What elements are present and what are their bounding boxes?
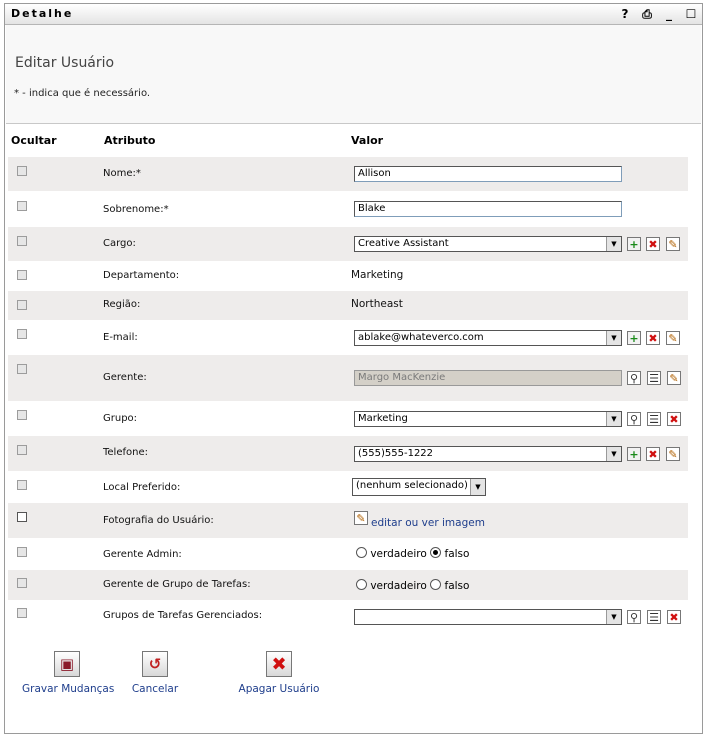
cancel-label[interactable]: Cancelar (131, 683, 179, 695)
cargo-select[interactable] (354, 236, 622, 252)
attr-label: Departamento: (103, 270, 180, 281)
radio-false[interactable] (430, 547, 441, 558)
gerente-field: Margo MacKenzie (354, 370, 622, 386)
attr-label: Sobrenome:* (103, 204, 169, 215)
chevron-down-icon[interactable]: ▼ (606, 331, 621, 345)
attr-label: Cargo: (103, 238, 136, 249)
delete-icon[interactable]: ✖ (646, 331, 660, 345)
maximize-icon[interactable]: ☐ (685, 7, 697, 21)
history-icon[interactable]: ☰ (647, 610, 661, 624)
add-icon[interactable]: + (627, 447, 641, 461)
sobrenome-field[interactable]: Blake (354, 201, 622, 217)
radio-true[interactable] (356, 547, 367, 558)
chevron-down-icon[interactable]: ▼ (606, 237, 621, 251)
attr-label: Fotografia do Usuário: (103, 515, 214, 526)
delete-user-button[interactable] (238, 651, 320, 695)
attr-label: Nome:* (103, 168, 141, 179)
hide-checkbox[interactable] (17, 201, 27, 211)
row-local-preferido (8, 471, 688, 503)
attr-label: Local Preferido: (103, 482, 181, 493)
search-icon[interactable]: ⚲ (627, 610, 641, 624)
row-regiao (8, 291, 688, 320)
chevron-down-icon[interactable]: ▼ (606, 610, 621, 624)
history-icon[interactable]: ☰ (647, 371, 661, 385)
required-note: * - indica que é necessário. (14, 88, 151, 99)
attr-label: Telefone: (103, 447, 148, 458)
row-nome (8, 157, 688, 191)
row-cargo (8, 227, 688, 261)
chevron-down-icon[interactable]: ▼ (470, 479, 485, 495)
hide-checkbox[interactable] (17, 329, 27, 339)
email-select-value: ablake@whateverco.com (358, 332, 484, 343)
page-title: Editar Usuário (15, 55, 115, 71)
edit-photo-link[interactable]: editar ou ver imagem (371, 517, 485, 529)
email-select[interactable] (354, 330, 622, 346)
chevron-down-icon[interactable]: ▼ (606, 447, 621, 461)
regiao-value: Northeast (351, 298, 403, 310)
radio-true-label: verdadeiro (370, 580, 427, 592)
delete-icon[interactable]: ✖ (667, 610, 681, 624)
radio-false[interactable] (430, 579, 441, 590)
nome-field[interactable]: Allison (354, 166, 622, 182)
attr-label: Gerente Admin: (103, 549, 182, 560)
delete-icon[interactable]: ✖ (646, 237, 660, 251)
hide-checkbox[interactable] (17, 166, 27, 176)
radio-true[interactable] (356, 579, 367, 590)
gerente-admin-radios (356, 547, 469, 560)
departamento-value: Marketing (351, 269, 404, 281)
row-grupo (8, 401, 688, 436)
telefone-select-value: (555)555-1222 (358, 448, 434, 459)
cancel-icon[interactable]: ↺ (142, 651, 168, 677)
edit-icon[interactable]: ✎ (667, 371, 681, 385)
radio-false-label: falso (444, 548, 470, 560)
edit-icon[interactable]: ✎ (666, 237, 680, 251)
row-fotografia (8, 503, 688, 538)
delete-icon[interactable]: ✖ (266, 651, 292, 677)
portlet-title: Detalhe (11, 7, 74, 20)
hide-checkbox[interactable] (17, 270, 27, 280)
gerente-grupo-radios (356, 579, 469, 592)
hide-checkbox[interactable] (17, 410, 27, 420)
attr-label: Gerente: (103, 372, 147, 383)
hide-checkbox[interactable] (17, 578, 27, 588)
attr-label: Região: (103, 299, 141, 310)
row-email (8, 320, 688, 355)
edit-icon[interactable]: ✎ (666, 447, 680, 461)
add-icon[interactable]: + (627, 237, 641, 251)
delete-icon[interactable]: ✖ (667, 412, 681, 426)
save-changes-button[interactable] (22, 651, 115, 695)
column-hide-header: Ocultar (11, 134, 57, 147)
hide-checkbox[interactable] (17, 480, 27, 490)
grupo-select[interactable] (354, 411, 622, 427)
radio-false-label: falso (444, 580, 470, 592)
hide-checkbox[interactable] (17, 547, 27, 557)
row-gerente-grupo-tarefas (8, 570, 688, 600)
hide-checkbox[interactable] (17, 300, 27, 310)
delete-user-label[interactable]: Apagar Usuário (238, 683, 320, 695)
telefone-select[interactable] (354, 446, 622, 462)
header-panel (6, 25, 701, 124)
row-telefone (8, 436, 688, 471)
row-grupos-gerenciados (8, 600, 688, 634)
attr-label: Gerente de Grupo de Tarefas: (103, 579, 251, 590)
delete-icon[interactable]: ✖ (646, 447, 660, 461)
column-value-header: Valor (351, 134, 384, 147)
row-departamento (8, 261, 688, 291)
edit-icon[interactable]: ✎ (354, 511, 368, 525)
column-attribute-header: Atributo (104, 134, 156, 147)
hide-checkbox[interactable] (17, 512, 27, 522)
local-select-value: (nenhum selecionado) (356, 480, 468, 491)
search-icon[interactable]: ⚲ (627, 371, 641, 385)
hide-checkbox[interactable] (17, 445, 27, 455)
help-icon[interactable]: ? (621, 7, 629, 21)
portlet-titlebar (5, 4, 702, 25)
radio-true-label: verdadeiro (370, 548, 427, 560)
cargo-select-value: Creative Assistant (358, 238, 449, 249)
row-sobrenome (8, 191, 688, 227)
search-icon[interactable]: ⚲ (627, 412, 641, 426)
row-gerente-admin (8, 538, 688, 570)
cancel-button[interactable] (125, 651, 185, 695)
grupo-select-value: Marketing (358, 413, 408, 424)
row-gerente (8, 355, 688, 401)
hide-checkbox[interactable] (17, 236, 27, 246)
save-icon[interactable]: ▣ (54, 651, 80, 677)
hide-checkbox[interactable] (17, 364, 27, 374)
local-select[interactable] (352, 478, 486, 496)
minimize-icon[interactable]: _ (666, 7, 672, 21)
history-icon[interactable]: ☰ (647, 412, 661, 426)
attr-label: Grupo: (103, 413, 138, 424)
save-changes-label[interactable]: Gravar Mudanças (22, 683, 115, 695)
add-icon[interactable]: + (627, 331, 641, 345)
attr-label: E-mail: (103, 332, 138, 343)
grupos-gerenciados-select[interactable] (354, 609, 622, 625)
chevron-down-icon[interactable]: ▼ (606, 412, 621, 426)
edit-icon[interactable]: ✎ (666, 331, 680, 345)
hide-checkbox[interactable] (17, 608, 27, 618)
print-icon[interactable]: ⎙ (642, 6, 652, 21)
attr-label: Grupos de Tarefas Gerenciados: (103, 610, 263, 621)
